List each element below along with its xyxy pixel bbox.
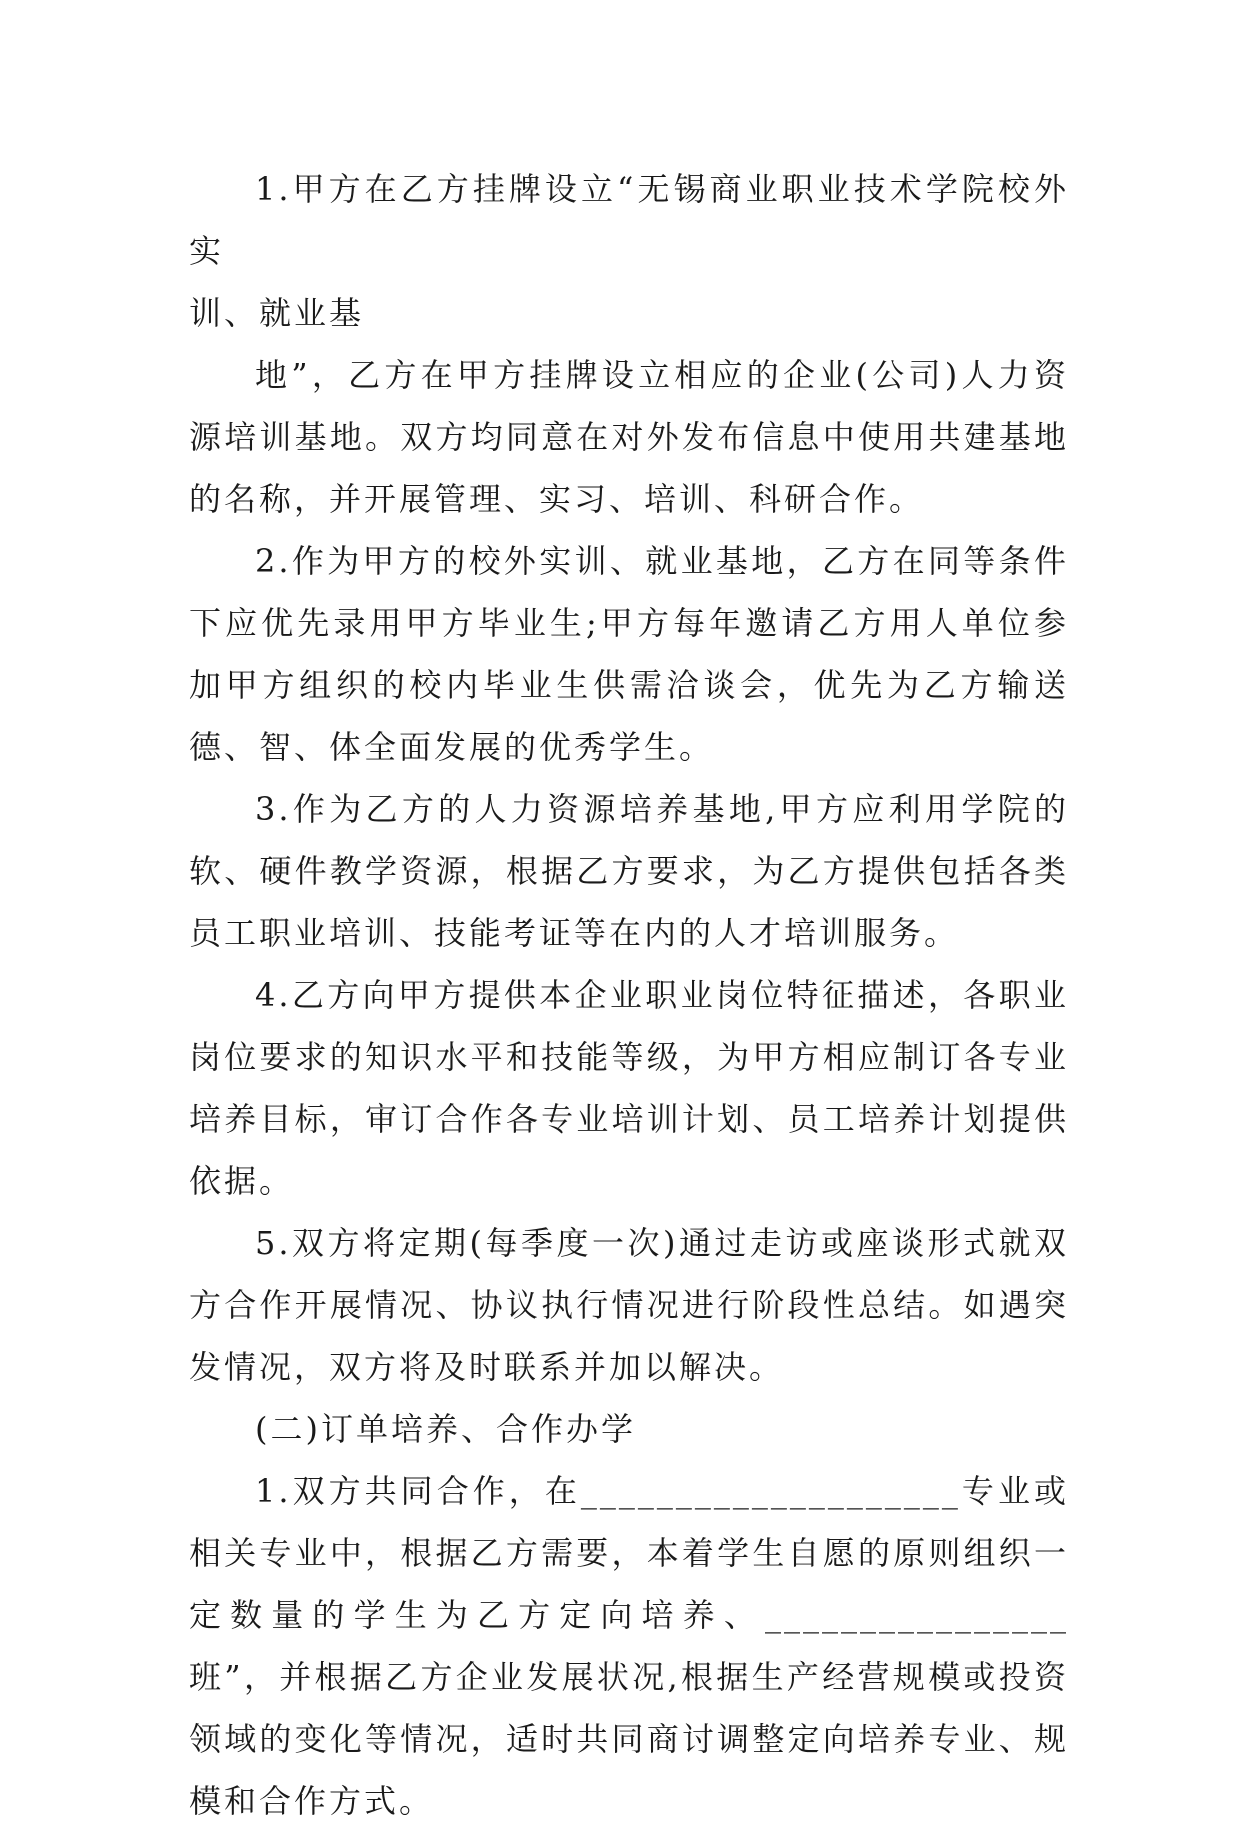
paragraph-5: 5.双方将定期(每季度一次)通过走访或座谈形式就双方合作开展情况、协议执行情况进行阶段性总结。如遇突发情况，双方将及时联系并加以解决。: [189, 1224, 1069, 1386]
paragraph-3: 3.作为乙方的人力资源培养基地,甲方应利用学院的软、硬件教学资源，根据乙方要求，为乙方提供包括各类员工职业培训、技能考证等在内的人才培训服务。: [189, 790, 1069, 952]
paragraph-2: 2.作为甲方的校外实训、就业基地，乙方在同等条件下应优先录用甲方毕业生;甲方每年邀请乙方用人单位参加甲方组织的校内毕业生供需洽谈会，优先为乙方输送德、智、体全面发展的优秀学生。: [189, 542, 1069, 766]
document-body: [189, 158, 1069, 1832]
paragraph-1-line-1: 1.甲方在乙方挂牌设立“无锡商业职业技术学院校外实: [189, 170, 1069, 270]
paragraph-1-line-2: 训、就业基: [189, 294, 365, 332]
paragraph-4: 4.乙方向甲方提供本企业职业岗位特征描述，各职业岗位要求的知识水平和技能等级，为甲方相应制订各专业培养目标，审订合作各专业培训计划、员工培养计划提供依据。: [189, 976, 1069, 1200]
paragraph-order-training-1: 1.双方共同合作，在____________________专业或相关专业中，根据乙方需要，本着学生自愿的原则组织一定数量的学生为乙方定向培养、________________班”，并根据乙方企业发展状况,根据生产经营规模或投资领域的变化等情况，适时共同商讨调整定向培养专业、规模和合作方式。: [189, 1472, 1069, 1820]
section-heading-order-training: (二)订单培养、合作办学: [255, 1410, 636, 1448]
paragraph-1-continued: 地”，乙方在甲方挂牌设立相应的企业(公司)人力资源培训基地。双方均同意在对外发布信息中使用共建基地的名称，并开展管理、实习、培训、科研合作。: [189, 356, 1069, 518]
